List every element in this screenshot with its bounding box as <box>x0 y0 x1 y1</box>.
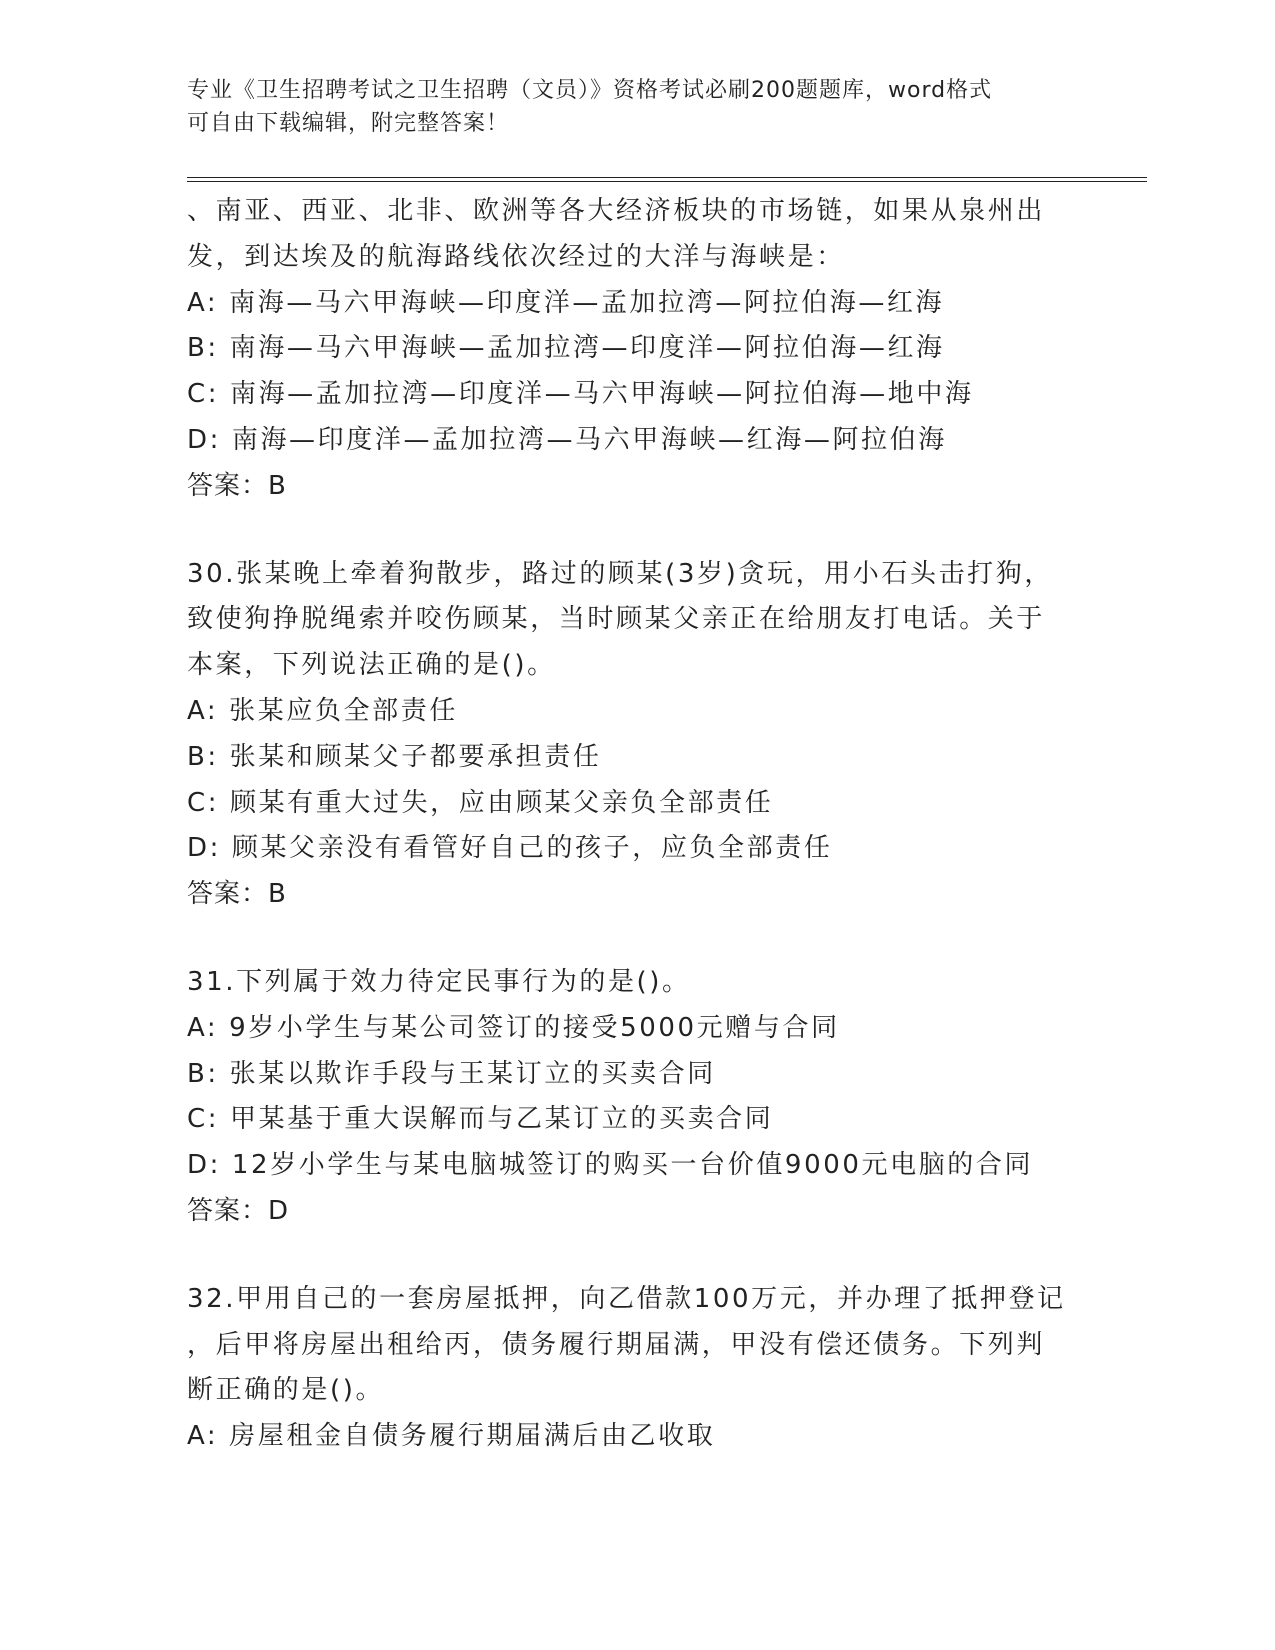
option-c: C: 顾某有重大过失，应由顾某父亲负全部责任 <box>187 787 774 818</box>
question-29 <box>187 189 1147 510</box>
question-stem-line: 30.张某晚上牵着狗散步，路过的顾某(3岁)贪玩，用小石头击打狗， <box>187 558 1053 589</box>
question-gap <box>187 918 1147 960</box>
option-d: D: 南海—印度洋—孟加拉湾—马六甲海峡—红海—阿拉伯海 <box>187 424 947 455</box>
answer-line: 答案：B <box>187 879 287 910</box>
header-divider-bottom <box>187 181 1147 182</box>
question-gap <box>187 510 1147 552</box>
answer-line: 答案：D <box>187 1195 290 1226</box>
option-b: B: 南海—马六甲海峡—孟加拉湾—印度洋—阿拉伯海—红海 <box>187 333 945 364</box>
question-stem-line: 致使狗挣脱绳索并咬伤顾某，当时顾某父亲正在给朋友打电话。关于 <box>187 604 1046 635</box>
question-stem-line: ，后甲将房屋出租给丙，债务履行期届满，甲没有偿还债务。下列判 <box>187 1329 1046 1360</box>
answer-line: 答案：B <box>187 470 287 501</box>
question-stem-line: 32.甲用自己的一套房屋抵押，向乙借款100万元，并办理了抵押登记 <box>187 1283 1066 1314</box>
option-a: A: 南海—马六甲海峡—印度洋—孟加拉湾—阿拉伯海—红海 <box>187 287 945 318</box>
question-stem-line: 发，到达埃及的航海路线依次经过的大洋与海峡是： <box>187 241 845 272</box>
question-gap <box>187 1235 1147 1277</box>
document-body <box>187 189 1147 1460</box>
option-a: A: 9岁小学生与某公司签订的接受5000元赠与合同 <box>187 1012 840 1043</box>
question-stem-line: 本案，下列说法正确的是()。 <box>187 650 556 681</box>
question-stem-line: 31.下列属于效力待定民事行为的是()。 <box>187 966 691 997</box>
header-line-1: 专业《卫生招聘考试之卫生招聘（文员）》资格考试必刷200题题库，word格式 <box>187 78 993 103</box>
option-d: D: 顾某父亲没有看管好自己的孩子，应负全部责任 <box>187 833 833 864</box>
option-c: C: 甲某基于重大误解而与乙某订立的买卖合同 <box>187 1104 774 1135</box>
option-b: B: 张某以欺诈手段与王某订立的买卖合同 <box>187 1058 716 1089</box>
option-a: A: 张某应负全部责任 <box>187 695 458 726</box>
question-32 <box>187 1277 1147 1460</box>
option-a: A: 房屋租金自债务履行期届满后由乙收取 <box>187 1421 716 1452</box>
option-b: B: 张某和顾某父子都要承担责任 <box>187 741 602 772</box>
header-line-2: 可自由下载编辑，附完整答案！ <box>187 111 510 136</box>
question-stem-line: 、南亚、西亚、北非、欧洲等各大经济板块的市场链，如果从泉州出 <box>187 196 1046 226</box>
header-divider-top <box>187 177 1147 178</box>
question-stem-line: 断正确的是()。 <box>187 1375 385 1406</box>
option-d: D: 12岁小学生与某电脑城签订的购买一台价值9000元电脑的合同 <box>187 1150 1034 1181</box>
question-30 <box>187 552 1147 918</box>
question-31 <box>187 960 1147 1235</box>
option-c: C: 南海—孟加拉湾—印度洋—马六甲海峡—阿拉伯海—地中海 <box>187 379 974 410</box>
document-header <box>187 74 1087 140</box>
